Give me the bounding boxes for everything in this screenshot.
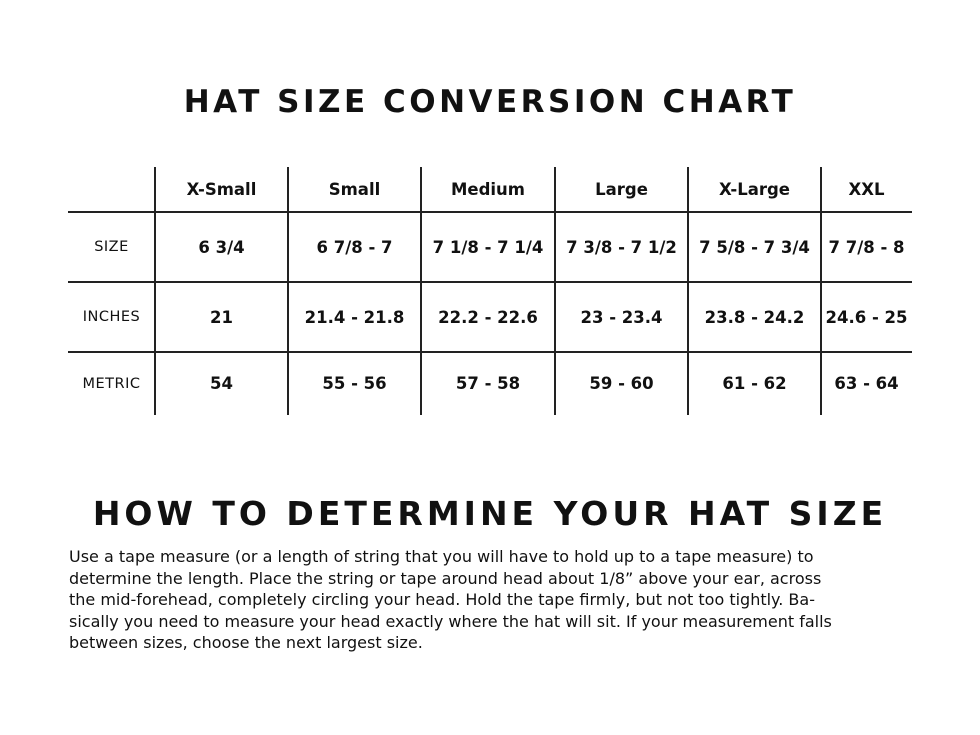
table-cell: 23.8 - 24.2 — [704, 307, 805, 327]
table-cell: 21.4 - 21.8 — [304, 307, 405, 327]
table-cell: 6 7/8 - 7 — [316, 237, 393, 257]
column-header: Medium — [450, 180, 526, 199]
hat-size-table — [68, 167, 912, 415]
table-cell: 7 3/8 - 7 1/2 — [566, 237, 677, 257]
table-cell: 63 - 64 — [834, 374, 899, 393]
table-cell: 6 3/4 — [198, 237, 245, 257]
row-label: METRIC — [82, 375, 141, 392]
column-header: X-Large — [718, 180, 790, 199]
how-to-title: HOW TO DETERMINE YOUR HAT SIZE — [92, 494, 888, 533]
instruction-line: determine the length. Place the string or tape around head about 1/8” above your ear, across — [69, 568, 822, 588]
table-cell: 57 - 58 — [455, 374, 521, 393]
table-cell: 61 - 62 — [722, 374, 787, 393]
table-cell: 7 5/8 - 7 3/4 — [699, 237, 810, 257]
table-cell: 54 — [210, 374, 233, 393]
table-cell: 24.6 - 25 — [825, 307, 908, 327]
column-header: Small — [328, 180, 381, 199]
column-header: Large — [595, 180, 648, 199]
how-to-instructions — [69, 546, 919, 654]
row-label: SIZE — [94, 239, 129, 255]
table-cell: 21 — [210, 307, 233, 327]
instruction-line: sically you need to measure your head exactly where the hat will sit. If your measurement falls — [69, 611, 832, 631]
table-cell: 55 - 56 — [322, 374, 387, 393]
column-header: XXL — [848, 180, 885, 199]
instruction-line: between sizes, choose the next largest size. — [69, 633, 423, 652]
chart-title: HAT SIZE CONVERSION CHART — [183, 84, 797, 120]
table-cell: 7 7/8 - 8 — [828, 237, 905, 257]
row-label: INCHES — [82, 309, 141, 325]
column-header: X-Small — [186, 180, 257, 199]
instruction-line: the mid-forehead, completely circling your head. Hold the tape firmly, but not too tightly. Ba- — [69, 590, 815, 609]
instruction-line: Use a tape measure (or a length of string that you will have to hold up to a tape measure) to — [69, 547, 814, 566]
table-cell: 23 - 23.4 — [580, 307, 663, 327]
table-cell: 7 1/8 - 7 1/4 — [432, 237, 544, 257]
table-cell: 22.2 - 22.6 — [438, 307, 538, 327]
table-cell: 59 - 60 — [589, 374, 654, 393]
